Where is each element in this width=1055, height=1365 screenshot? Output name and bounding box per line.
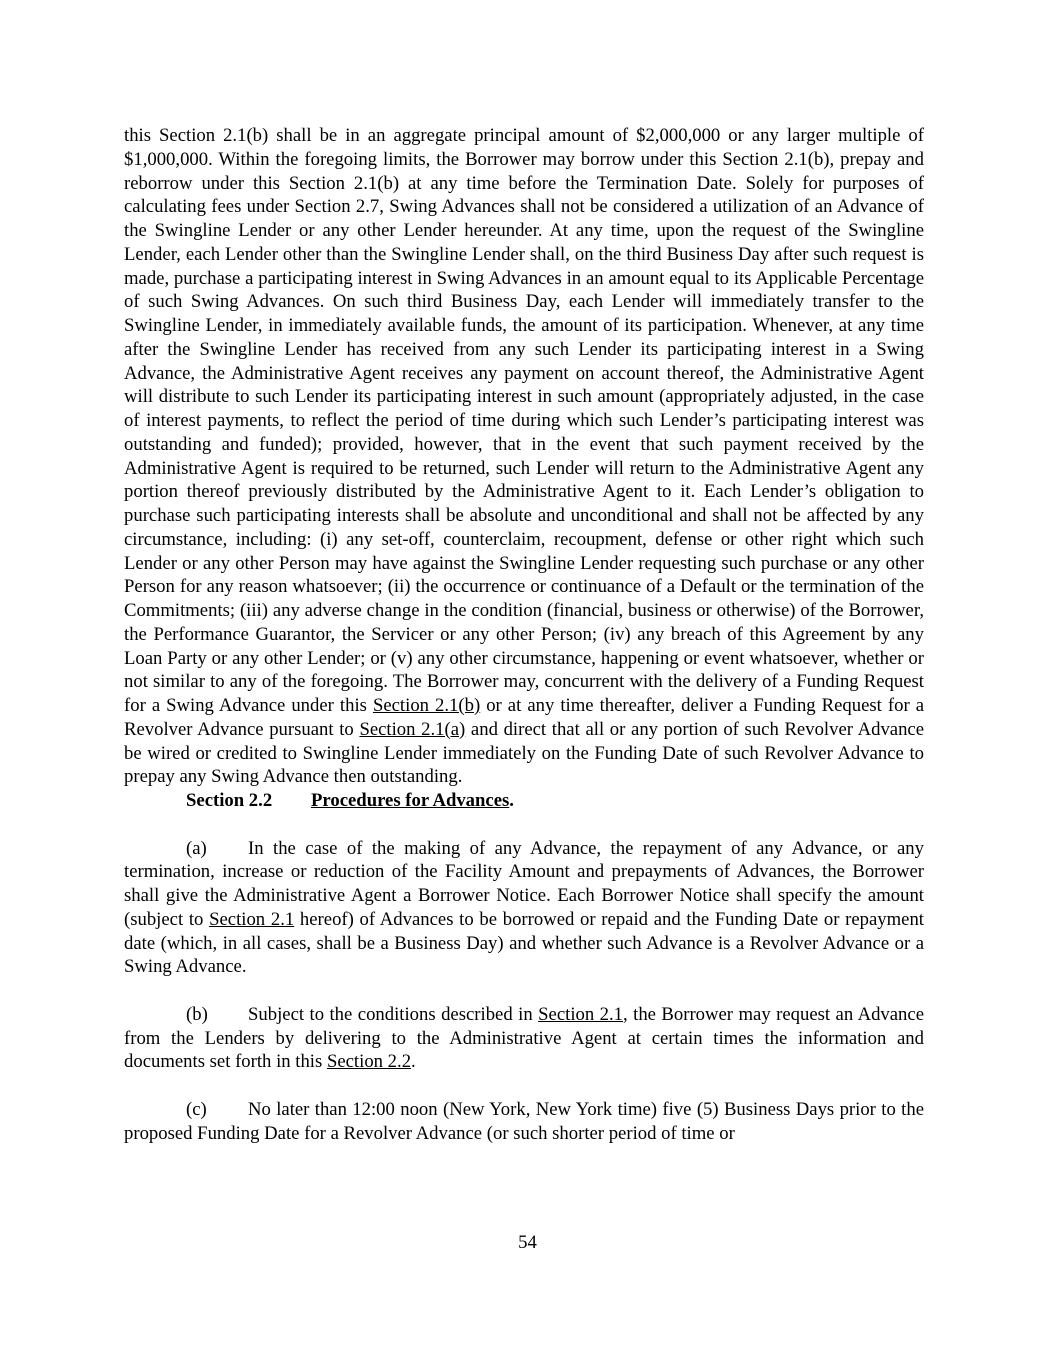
- section-number: Section 2.2: [186, 790, 273, 811]
- subsection-c: (c) No later than 12:00 noon (New York, New York time) five (5) Business Days prior to the proposed Funding Date for a Revolver Advance (or such shorter period of time or: [124, 1098, 924, 1144]
- section-reference: Section 2.2: [326, 1051, 412, 1073]
- subsection-label: (b): [186, 1003, 208, 1025]
- subsection-label: (c): [186, 1098, 207, 1120]
- subsection-a: (a) In the case of the making of any Advance, the repayment of any Advance, or any termination, increase or reduction of the Facility Amount and prepayments of Advances, the Borrower shall give the Administrative Agent a Borrower Notice. Each Borrower Notice shall specify the amount (subject to Section 2.1 hereof) of Advances to be borrowed or repaid and the Funding Date or repayment date (which, in all cases, shall be a Business Day) and whether such Advance is a Revolver Advance or a Swing Advance.: [124, 837, 925, 978]
- section-heading: Section 2.2 Procedures for Advances.: [186, 790, 514, 811]
- continuation-paragraph: this Section 2.1(b) shall be in an aggregate principal amount of $2,000,000 or any larger multiple of $1,000,000. Within the foregoing limits, the Borrower may borrow under this Section 2.1(b), prepay and reborrow under this Section 2.1(b) at any time before the Termination Date. Solely for purposes of calculating fees under Section 2.7, Swing Advances shall not be considered a utilization of an Advance of the Swingline Lender or any other Lender hereunder. At any time, upon the request of the Swingline Lender, each Lender other than the Swingline Lender shall, on the third Business Day after such request is made, purchase a participating interest in Swing Advances in an amount equal to its Applicable Percentage of such Swing Advances. On such third Business Day, each Lender will immediately transfer to the Swingline Lender, in immediately available funds, the amount of its participation. Whenever, at any time after the Swingline Lender has received from any such Lender its participating interest in a Swing Advance, the Administrative Agent receives any payment on account thereof, the Administrative Agent will distribute to such Lender its participating interest in such amount (appropriately adjusted, in the case of interest payments, to reflect the period of time during which such Lender’s participating interest was outstanding and funded); provided, however, that in the event that such payment received by the Administrative Agent is required to be returned, such Lender will return to the Administrative Agent any portion thereof previously distributed by the Administrative Agent to it. Each Lender’s obligation to purchase such participating interests shall be absolute and unconditional and shall not be affected by any circumstance, including: (i) any set-off, counterclaim, recoupment, defense or other right which such Lender or any other Person may have against the Swingline Lender requesting such purchase or any other Person for any reason whatsoever; (ii) the occurrence or continuance of a Default or the termination of the Commitments; (iii) any adverse change in the condition (financial, business or otherwise) of the Borrower, the Performance Guarantor, the Servicer or any other Person; (iv) any breach of this Agreement by any Loan Party or any other Lender; or (v) any other circumstance, happening or event whatsoever, whether or not similar to any of the foregoing. The Borrower may, concurrent with the delivery of a Funding Request for a Swing Advance under this Section 2.1(b) or at any time thereafter, deliver a Funding Request for a Revolver Advance pursuant to Section 2.1(a) and direct that all or any portion of such Revolver Advance be wired or credited to Swingline Lender immediately on the Funding Date of such Revolver Advance to prepay any Swing Advance then outstanding.: [124, 125, 925, 788]
- section-reference: Section 2.1: [209, 908, 295, 930]
- section-reference: Section 2.1(a): [359, 718, 466, 740]
- document-page: [124, 124, 924, 1145]
- subsection-b: (b) Subject to the conditions described in Section 2.1, the Borrower may request an Advance from the Lenders by delivering to the Administrative Agent at certain times the information and documents set forth in this Section 2.2.: [124, 1003, 924, 1073]
- section-reference: Section 2.1(b): [372, 695, 481, 716]
- page-number: 54: [518, 1232, 537, 1253]
- section-title: Procedures for Advances: [311, 790, 510, 811]
- subsection-label: (a): [186, 837, 207, 859]
- section-reference: Section 2.1: [538, 1003, 624, 1025]
